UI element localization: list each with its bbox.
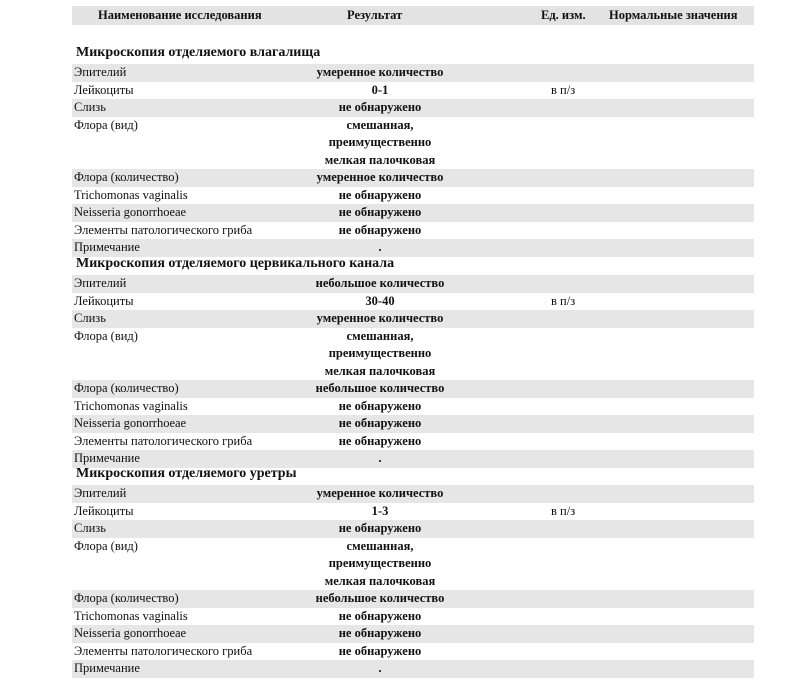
table-row — [72, 204, 754, 222]
row-value: . — [378, 240, 382, 254]
row-name: Эпителий — [74, 276, 127, 290]
row-name: Элементы патологического гриба — [74, 643, 253, 658]
row-value: 30-40 — [365, 293, 395, 308]
row-name: Флора (количество) — [74, 381, 179, 395]
table-row — [72, 99, 754, 117]
header-result: Результат — [347, 8, 403, 22]
table-row — [72, 82, 754, 100]
row-value: не обнаружено — [338, 398, 422, 413]
row-value: умеренное количество — [316, 311, 444, 325]
row-name: Trichomonas vaginalis — [74, 398, 188, 413]
row-value: не обнаружено — [338, 205, 422, 219]
header-name: Наименование исследования — [98, 8, 262, 22]
row-value: смешанная, преимущественно мелкая палочковая — [324, 538, 436, 588]
table-row — [72, 433, 754, 451]
row-value: смешанная, преимущественно мелкая палочковая — [324, 117, 436, 167]
row-name: Лейкоциты — [74, 503, 134, 518]
row-name: Лейкоциты — [74, 82, 134, 97]
table-row — [72, 503, 754, 521]
row-name: Флора (вид) — [74, 328, 138, 343]
table-row — [72, 310, 754, 328]
row-name: Эпителий — [74, 486, 127, 500]
row-value: небольшое количество — [315, 381, 445, 395]
row-value: не обнаружено — [338, 416, 422, 430]
row-unit: в п/з — [551, 82, 576, 97]
row-name: Примечание — [74, 661, 140, 675]
table-row — [72, 117, 754, 170]
table-row — [72, 485, 754, 503]
table-row — [72, 275, 754, 293]
table-row — [72, 187, 754, 205]
table-row — [72, 398, 754, 416]
row-name: Эпителий — [74, 65, 127, 79]
table-row — [72, 643, 754, 661]
row-name: Примечание — [74, 451, 140, 465]
row-value: умеренное количество — [316, 486, 444, 500]
row-name: Neisseria gonorrhoeae — [74, 626, 187, 640]
row-unit: в п/з — [551, 293, 576, 308]
row-value: не обнаружено — [338, 187, 422, 202]
row-value: 1-3 — [371, 503, 389, 518]
row-name: Trichomonas vaginalis — [74, 187, 188, 202]
row-value: не обнаружено — [338, 608, 422, 623]
section-title: Микроскопия отделяемого уретры — [76, 466, 297, 481]
table-row — [72, 169, 754, 187]
table-row — [72, 328, 754, 381]
row-value: не обнаружено — [338, 222, 422, 237]
row-name: Флора (вид) — [74, 538, 138, 553]
row-name: Флора (количество) — [74, 591, 179, 605]
row-unit: в п/з — [551, 503, 576, 518]
section-title: Микроскопия отделяемого цервикального канала — [76, 256, 395, 271]
table-row — [72, 625, 754, 643]
row-name: Neisseria gonorrhoeae — [74, 205, 187, 219]
row-name: Слизь — [74, 100, 106, 114]
row-name: Слизь — [74, 521, 106, 535]
row-name: Слизь — [74, 311, 106, 325]
row-value: не обнаружено — [338, 626, 422, 640]
row-name: Neisseria gonorrhoeae — [74, 416, 187, 430]
table-row — [72, 380, 754, 398]
table-row — [72, 608, 754, 626]
row-value: не обнаружено — [338, 521, 422, 535]
row-value: не обнаружено — [338, 100, 422, 114]
section-title: Микроскопия отделяемого влагалища — [76, 45, 321, 60]
row-value: 0-1 — [371, 82, 389, 97]
table-row — [72, 222, 754, 240]
table-row — [72, 239, 754, 257]
row-name: Элементы патологического гриба — [74, 222, 253, 237]
row-value: не обнаружено — [338, 643, 422, 658]
row-name: Примечание — [74, 240, 140, 254]
header-unit: Ед. изм. — [541, 8, 586, 22]
row-name: Элементы патологического гриба — [74, 433, 253, 448]
row-value: умеренное количество — [316, 65, 444, 79]
row-value: умеренное количество — [316, 170, 444, 184]
table-row — [72, 520, 754, 538]
row-value: смешанная, преимущественно мелкая палочковая — [324, 328, 436, 378]
row-value: небольшое количество — [315, 276, 445, 290]
row-value: . — [378, 661, 382, 675]
row-name: Флора (количество) — [74, 170, 179, 184]
row-name: Флора (вид) — [74, 117, 138, 132]
table-row — [72, 538, 754, 591]
table-row — [72, 64, 754, 82]
header-norm: Нормальные значения — [609, 8, 738, 22]
row-name: Лейкоциты — [74, 293, 134, 308]
row-value: не обнаружено — [338, 433, 422, 448]
table-row — [72, 450, 754, 468]
table-row — [72, 660, 754, 678]
table-row — [72, 293, 754, 311]
table-row — [72, 590, 754, 608]
table-header — [72, 6, 754, 25]
row-value: . — [378, 451, 382, 465]
row-name: Trichomonas vaginalis — [74, 608, 188, 623]
row-value: небольшое количество — [315, 591, 445, 605]
table-row — [72, 415, 754, 433]
